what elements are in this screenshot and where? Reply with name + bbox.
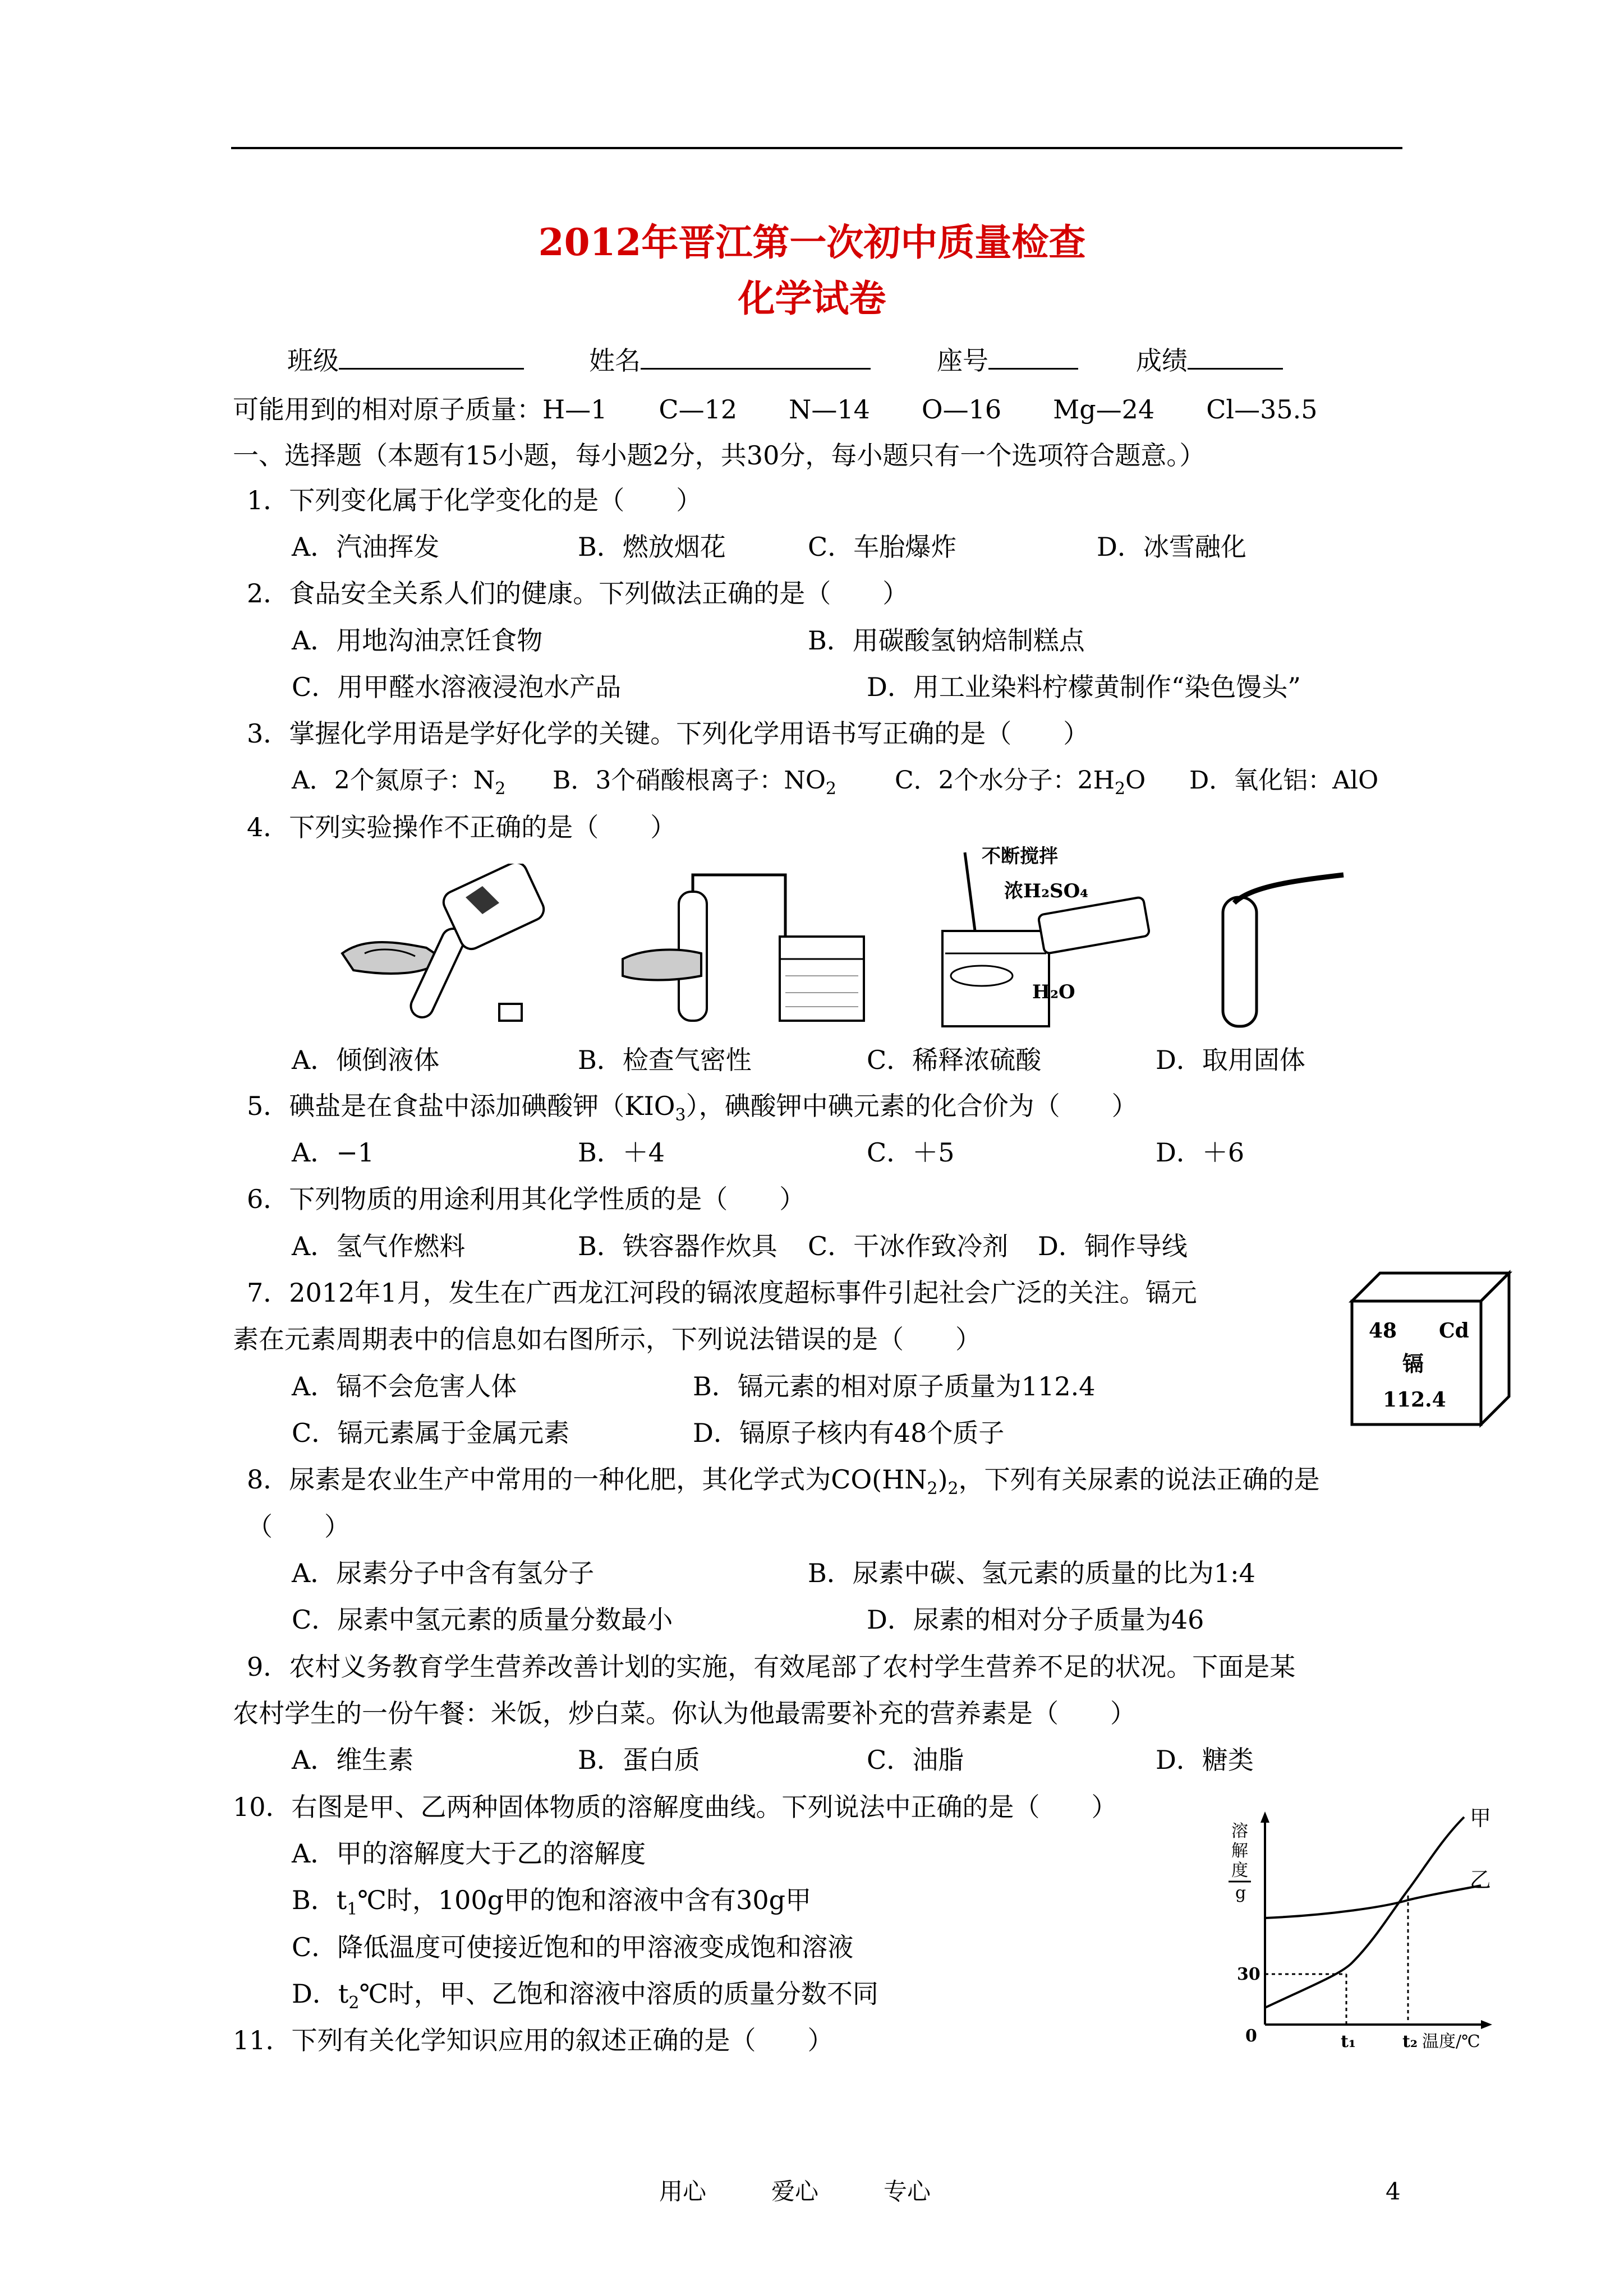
name-field xyxy=(589,342,871,377)
question-3-stem: 3．掌握化学用语是学好化学的关键。下列化学用语书写正确的是（ ） xyxy=(247,718,1089,749)
element-symbol: Cd xyxy=(1439,1319,1469,1343)
question-5-stem: 5．碘盐是在食盐中添加碘酸钾$(KIO_3)$，碘酸钾中碘元素的化合价为（ ） xyxy=(247,1091,1138,1126)
question-8-stem: 8．尿素是农业生产中常用的一种化肥，其化学式为$CO(HN_2)_2$，下列有关尿素的说法正确的是 xyxy=(247,1464,1320,1499)
name-label: 姓名 xyxy=(589,345,641,376)
xlabel: 温度/℃ xyxy=(1422,2032,1480,2051)
q2-option-c[interactable]: C．用甲醛水溶液浸泡水产品 xyxy=(292,672,622,702)
q8-option-d[interactable]: D．尿素的相对分子质量为46 xyxy=(867,1605,1204,1635)
q4-option-d[interactable]: D．取用固体 xyxy=(1156,1045,1305,1075)
question-8-paren: （ ） xyxy=(247,1511,350,1542)
q8-option-a[interactable]: A．尿素分子中含有氢分子 xyxy=(292,1558,595,1588)
origin-label: 0 xyxy=(1245,2026,1257,2046)
fig-c-label-acid: 浓H₂SO₄ xyxy=(1004,880,1089,902)
q10-option-c[interactable]: C．降低温度可使接近饱和的甲溶液变成饱和溶液 xyxy=(292,1932,854,1962)
solubility-graph xyxy=(1206,1806,1498,2053)
section-heading: 一、选择题（本题有15小题，每小题2分，共30分，每小题只有一个选项符合题意。） xyxy=(233,440,1206,471)
q7-option-b[interactable]: B．镉元素的相对原子质量为112.4 xyxy=(693,1371,1096,1401)
q6-option-a[interactable]: A．氢气作燃料 xyxy=(292,1231,466,1261)
q9-option-a[interactable]: A．维生素 xyxy=(292,1745,414,1775)
element-mass: 112.4 xyxy=(1383,1388,1446,1412)
seat-blank[interactable] xyxy=(988,342,1078,370)
q1-option-c[interactable]: C．车胎爆炸 xyxy=(808,532,957,562)
q3-option-d[interactable]: D．氧化铝：AlO xyxy=(1189,766,1379,795)
ytick-30: 30 xyxy=(1237,1965,1260,1984)
q3-option-c[interactable]: C．2个水分子：$2H_2O$ xyxy=(895,766,1146,799)
periodic-table-cell xyxy=(1346,1267,1515,1436)
seat-label: 座号 xyxy=(937,345,988,376)
page-number: 4 xyxy=(1386,2178,1401,2205)
tick-t2: t₂ xyxy=(1402,2032,1418,2051)
figure-airtightness-check xyxy=(617,864,869,1032)
class-field xyxy=(287,342,524,377)
figure-pouring-liquid xyxy=(331,864,567,1032)
seat-field xyxy=(937,342,1078,377)
curve-jia xyxy=(1265,1817,1464,2008)
question-2-stem: 2．食品安全关系人们的健康。下列做法正确的是（ ） xyxy=(247,578,909,608)
q2-option-a[interactable]: A．用地沟油烹饪食物 xyxy=(292,625,543,656)
x-axis-arrow xyxy=(1481,2020,1492,2029)
q7-option-d[interactable]: D．镉原子核内有48个质子 xyxy=(693,1418,1005,1448)
q5-option-b[interactable]: B．＋4 xyxy=(578,1137,665,1168)
name-blank[interactable] xyxy=(641,342,871,370)
q2-option-b[interactable]: B．用碳酸氢钠焙制糕点 xyxy=(808,625,1085,656)
question-6-stem: 6．下列物质的用途利用其化学性质的是（ ） xyxy=(247,1184,806,1214)
question-4-stem: 4．下列实验操作不正确的是（ ） xyxy=(247,812,677,842)
q4-option-b[interactable]: B．检查气密性 xyxy=(578,1045,752,1075)
class-label: 班级 xyxy=(287,345,339,376)
q10-option-a[interactable]: A．甲的溶解度大于乙的溶解度 xyxy=(292,1838,646,1869)
score-field xyxy=(1136,342,1283,377)
series-yi-label: 乙 xyxy=(1470,1868,1492,1892)
figure-take-solid xyxy=(1206,864,1352,1032)
ylabel-unit: g xyxy=(1235,1883,1246,1903)
question-9-stem-line1: 9．农村义务教育学生营养改善计划的实施，有效尾部了农村学生营养不足的状况。下面是某 xyxy=(247,1652,1296,1682)
q1-option-d[interactable]: D．冰雪融化 xyxy=(1097,532,1246,562)
class-blank[interactable] xyxy=(339,342,524,370)
q9-option-c[interactable]: C．油脂 xyxy=(867,1745,964,1775)
ylabel-3: 度 xyxy=(1231,1861,1248,1880)
q5-option-c[interactable]: C．＋5 xyxy=(867,1137,955,1168)
q2-option-d[interactable]: D．用工业染料柠檬黄制作“染色馒头” xyxy=(867,672,1301,702)
q7-option-a[interactable]: A．镉不会危害人体 xyxy=(292,1371,517,1401)
exam-subtitle: 化学试卷 xyxy=(738,276,886,320)
question-1-stem: 1．下列变化属于化学变化的是（ ） xyxy=(247,485,702,515)
header-rule xyxy=(231,147,1402,149)
footer-motto-3: 专心 xyxy=(884,2178,931,2205)
q10-option-d[interactable]: D．$t_2℃$时，甲、乙饱和溶液中溶质的质量分数不同 xyxy=(292,1979,878,2013)
q5-option-d[interactable]: D．＋6 xyxy=(1156,1137,1245,1168)
q4-option-c[interactable]: C．稀释浓硫酸 xyxy=(867,1045,1042,1075)
q9-option-b[interactable]: B．蛋白质 xyxy=(578,1745,700,1775)
q3-option-a[interactable]: A．2个氮原子：$N_2$ xyxy=(292,766,506,799)
atomic-masses: 可能用到的相对原子质量：H—1 C—12 N—14 O—16 Mg—24 Cl—35.5 xyxy=(233,394,1318,425)
question-10-stem: 10．右图是甲、乙两种固体物质的溶解度曲线。下列说法中正确的是（ ） xyxy=(233,1792,1117,1822)
score-label: 成绩 xyxy=(1136,345,1188,376)
q5-option-a[interactable]: A．−1 xyxy=(292,1137,375,1168)
tick-t1: t₁ xyxy=(1341,2032,1356,2051)
series-jia-label: 甲 xyxy=(1470,1806,1492,1831)
footer-motto-1: 用心 xyxy=(659,2178,707,2205)
y-axis-arrow xyxy=(1260,1811,1269,1823)
question-7-stem-line2: 素在元素周期表中的信息如右图所示，下列说法错误的是（ ） xyxy=(233,1324,981,1354)
ylabel-1: 溶 xyxy=(1231,1822,1248,1841)
element-number: 48 xyxy=(1369,1319,1397,1343)
q8-option-b[interactable]: B．尿素中碳、氢元素的质量的比为1:4 xyxy=(808,1558,1255,1588)
curve-yi xyxy=(1265,1885,1481,1918)
q3-option-b[interactable]: B．3个硝酸根离子：$NO_2$ xyxy=(553,766,836,799)
q10-option-b[interactable]: B．$t_1℃$时，100g甲的饱和溶液中含有30g甲 xyxy=(292,1885,812,1920)
ylabel-2: 解 xyxy=(1231,1841,1248,1861)
q6-option-c[interactable]: C．干冰作致冷剂 xyxy=(808,1231,1009,1261)
q7-option-c[interactable]: C．镉元素属于金属元素 xyxy=(292,1418,570,1448)
q8-option-c[interactable]: C．尿素中氢元素的质量分数最小 xyxy=(292,1605,673,1635)
figure-dilute-sulfuric-acid xyxy=(920,841,1167,1032)
q9-option-d[interactable]: D．糖类 xyxy=(1156,1745,1254,1775)
question-9-stem-line2: 农村学生的一份午餐：米饭，炒白菜。你认为他最需要补充的营养素是（ ） xyxy=(233,1698,1136,1728)
fig-c-label-water: H₂O xyxy=(1032,981,1075,1003)
q1-option-a[interactable]: A．汽油挥发 xyxy=(292,532,440,562)
element-name: 镉 xyxy=(1402,1351,1424,1376)
exam-title: 2012年晋江第一次初中质量检查 xyxy=(538,220,1086,264)
score-blank[interactable] xyxy=(1188,342,1283,370)
question-7-stem-line1: 7．2012年1月，发生在广西龙江河段的镉浓度超标事件引起社会广泛的关注。镉元 xyxy=(247,1278,1197,1308)
q6-option-d[interactable]: D．铜作导线 xyxy=(1038,1231,1188,1261)
question-11-stem: 11．下列有关化学知识应用的叙述正确的是（ ） xyxy=(233,2025,834,2055)
q4-option-a[interactable]: A．倾倒液体 xyxy=(292,1045,440,1075)
footer-motto-2: 爱心 xyxy=(771,2178,819,2205)
fig-c-label-stir: 不断搅拌 xyxy=(982,845,1058,868)
q1-option-b[interactable]: B．燃放烟花 xyxy=(578,532,726,562)
q6-option-b[interactable]: B．铁容器作炊具 xyxy=(578,1231,778,1261)
